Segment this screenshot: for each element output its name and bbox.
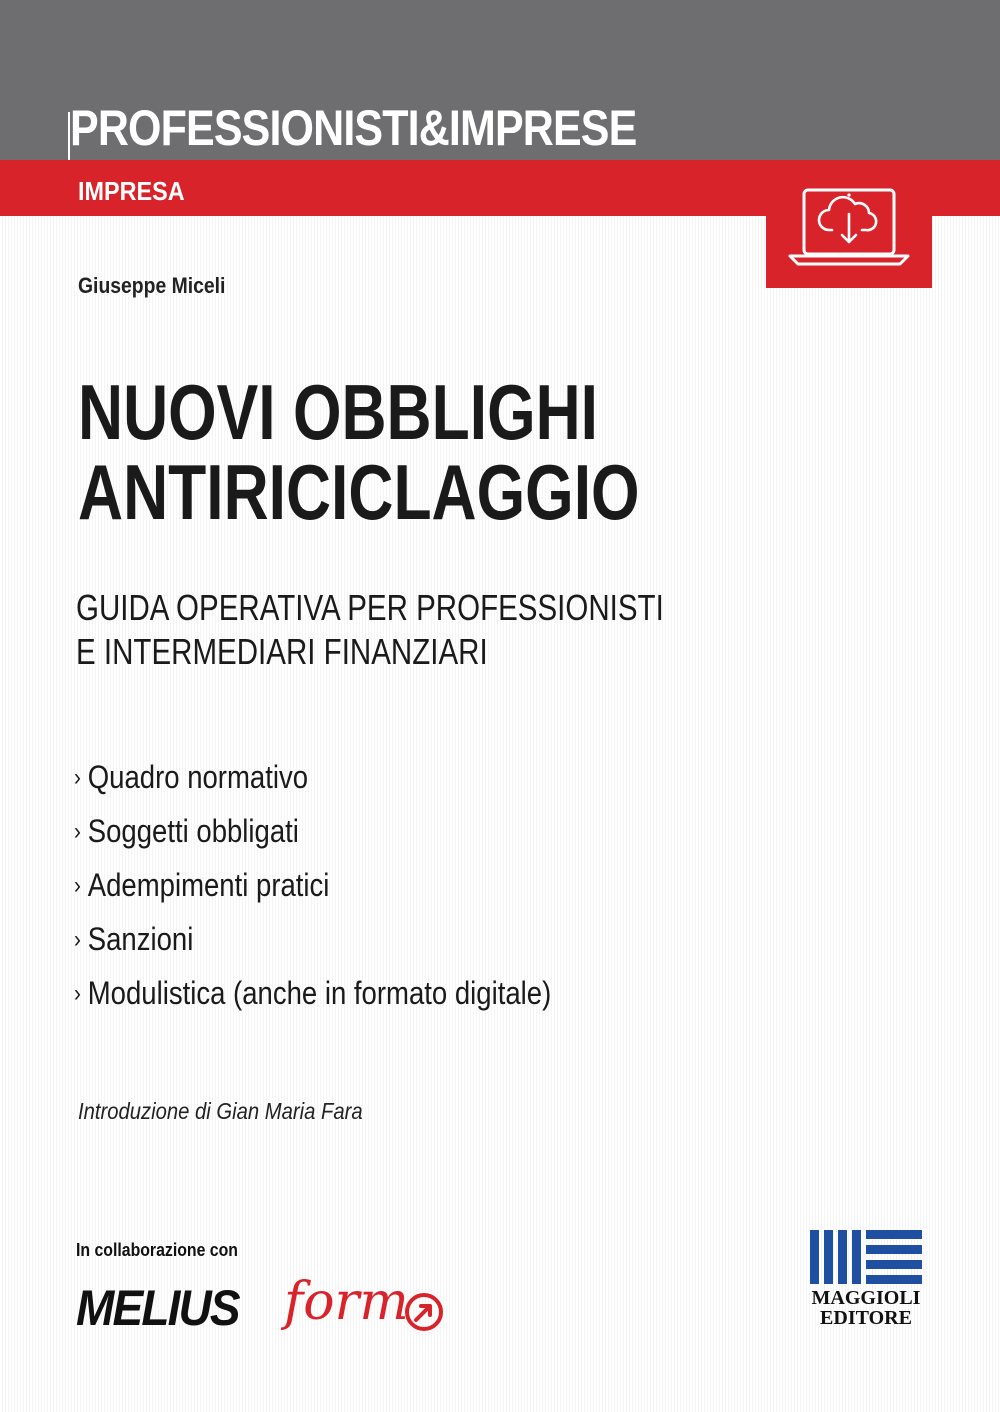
topic-label: Soggetti obbligati — [87, 813, 299, 849]
book-subtitle-line: E INTERMEDIARI FINANZIARI — [76, 631, 488, 672]
topic-label: Modulistica (anche in formato digitale) — [87, 975, 552, 1011]
digital-content-badge — [766, 160, 932, 288]
laptop-cloud-download-icon — [766, 160, 932, 288]
publisher-logo — [806, 1230, 926, 1340]
meliusform-logo — [76, 1268, 456, 1344]
form-logo-text: form — [284, 1272, 409, 1332]
series-category: IMPRESA — [78, 176, 185, 206]
bullet-icon: › — [74, 926, 81, 953]
topic-label: Adempimenti pratici — [87, 867, 330, 903]
publisher-name-line: MAGGIOLI — [811, 1287, 921, 1309]
arrow-circle-icon — [402, 1290, 446, 1334]
topic-item — [74, 968, 551, 1022]
book-title-line: ANTIRICICLAGGIO — [78, 448, 640, 536]
collaboration-label: In collaborazione con — [76, 1240, 238, 1260]
bullet-icon: › — [74, 764, 81, 791]
topic-item — [74, 860, 551, 914]
topic-item — [74, 752, 551, 806]
book-subtitle — [76, 586, 664, 674]
introduction-credit: Introduzione di Gian Maria Fara — [78, 1098, 363, 1124]
bullet-icon: › — [74, 980, 81, 1007]
topic-label: Sanzioni — [87, 921, 194, 957]
bullet-icon: › — [74, 818, 81, 845]
bullet-icon: › — [74, 872, 81, 899]
maggioli-logo-icon — [810, 1230, 922, 1284]
topic-item — [74, 914, 551, 968]
topics-list — [74, 752, 551, 1022]
publisher-name — [806, 1288, 926, 1328]
topic-item — [74, 806, 551, 860]
author-name: Giuseppe Miceli — [78, 273, 226, 298]
book-title — [78, 368, 798, 536]
series-title: PROFESSIONISTI&IMPRESE — [70, 100, 637, 156]
publisher-name-line: EDITORE — [820, 1307, 912, 1329]
melius-logo-text: MELIUS — [76, 1280, 239, 1336]
book-title-line: NUOVI OBBLIGHI — [78, 368, 599, 456]
topic-label: Quadro normativo — [87, 759, 309, 795]
book-subtitle-line: GUIDA OPERATIVA PER PROFESSIONISTI — [76, 587, 664, 628]
